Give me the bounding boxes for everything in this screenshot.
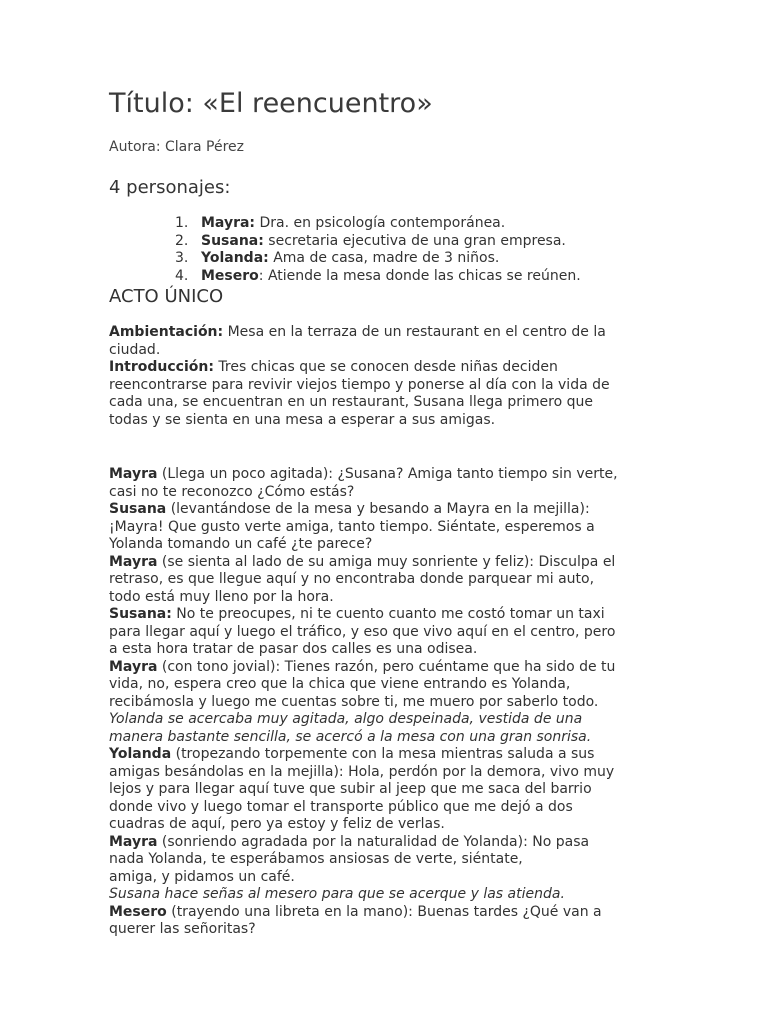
dialogue-line: Mayra (sonriendo agradada por la naturalidad de Yolanda): No pasa [109,833,590,850]
dialogue-line: amigas besándolas en la mejilla): Hola, perdón por la demora, vivo muy [109,763,615,780]
dialogue-line: Mayra (con tono jovial): Tienes razón, pero cuéntame que ha sido de tu [109,658,616,675]
paragraph-line: reencontrarse para revivir viejos tiempo y ponerse al día con la vida de [109,376,610,393]
dialogue-line: todo está muy lleno por la hora. [109,588,334,605]
author-line: Autora: Clara Pérez [109,139,245,155]
dialogue-line: Mayra (Llega un poco agitada): ¿Susana? Amiga tanto tiempo sin verte, [109,466,618,482]
dialogue-line: lejos y para llegar aquí tuve que subir al jeep que me saca del barrio [109,781,592,797]
paragraph-line: Ambientación: Mesa en la terraza de un restaurant en el centro de la [109,324,606,340]
dialogue-line: Yolanda (tropezando torpemente con la mesa mientras saluda a sus [109,746,595,762]
dialogue-line: Mesero (trayendo una libreta en la mano): Buenas tardes ¿Qué van a [109,903,602,920]
list-item: 1. Mayra: Dra. en psicología contemporánea. [175,215,506,231]
dialogue-line: recibámosla y luego me cuentas sobre ti, me muero por saberlo todo. [109,693,599,710]
dialogue-line: Yolanda tomando un café ¿te parece? [109,536,373,552]
paragraph-line: ciudad. [109,341,161,358]
dialogue-line: amiga, y pidamos un café. [109,868,295,885]
characters-heading: 4 personajes: [109,177,231,198]
stage-direction: Yolanda se acercaba muy agitada, algo despeinada, vestida de una [109,711,583,727]
dialogue-block [109,466,669,939]
list-item: 3. Yolanda: Ama de casa, madre de 3 niños. [175,250,500,266]
document-title: Título: «El reencuentro» [109,88,433,119]
setting-block [109,324,669,429]
dialogue-line: a esta hora tratar de pasar dos calles es una odisea. [109,641,478,657]
dialogue-line: retraso, es que llegue aquí y no encontraba donde parquear mi auto, [109,571,595,587]
dialogue-line: vida, no, espera creo que la chica que viene entrando es Yolanda, [109,676,571,692]
stage-direction: manera bastante sencilla, se acercó a la mesa con una gran sonrisa. [109,728,592,745]
paragraph-line: Introducción: Tres chicas que se conocen desde niñas deciden [109,359,558,375]
dialogue-line: querer las señoritas? [109,921,256,937]
dialogue-line: Susana: No te preocupes, ni te cuento cuanto me costó tomar un taxi [109,606,605,622]
dialogue-line: donde vivo y luego tomar el transporte público que me dejó a dos [109,798,573,815]
act-heading: ACTO ÚNICO [109,286,224,307]
dialogue-line: Susana (levantándose de la mesa y besando a Mayra en la mejilla): [109,501,590,517]
dialogue-line: para llegar aquí y luego el tráfico, y eso que vivo aquí en el centro, pero [109,623,616,640]
list-item: 4. Mesero: Atiende la mesa donde las chicas se reúnen. [175,267,581,284]
paragraph-line: cada una, se encuentran en un restaurant, Susana llega primero que [109,394,593,410]
list-item: 2. Susana: secretaria ejecutiva de una gran empresa. [175,232,566,249]
paragraph-line: todas y se sienta en una mesa a esperar a sus amigas. [109,411,496,428]
characters-list [175,215,581,285]
dialogue-line: casi no te reconozco ¿Cómo estás? [109,483,355,500]
stage-direction: Susana hace señas al mesero para que se acerque y las atienda. [109,886,565,902]
dialogue-line: cuadras de aquí, pero ya estoy y feliz de verlas. [109,816,445,832]
dialogue-line: ¡Mayra! Que gusto verte amiga, tanto tiempo. Siéntate, esperemos a [109,518,595,535]
dialogue-line: nada Yolanda, te esperábamos ansiosas de verte, siéntate, [109,851,523,867]
dialogue-line: Mayra (se sienta al lado de su amiga muy sonriente y feliz): Disculpa el [109,553,616,570]
